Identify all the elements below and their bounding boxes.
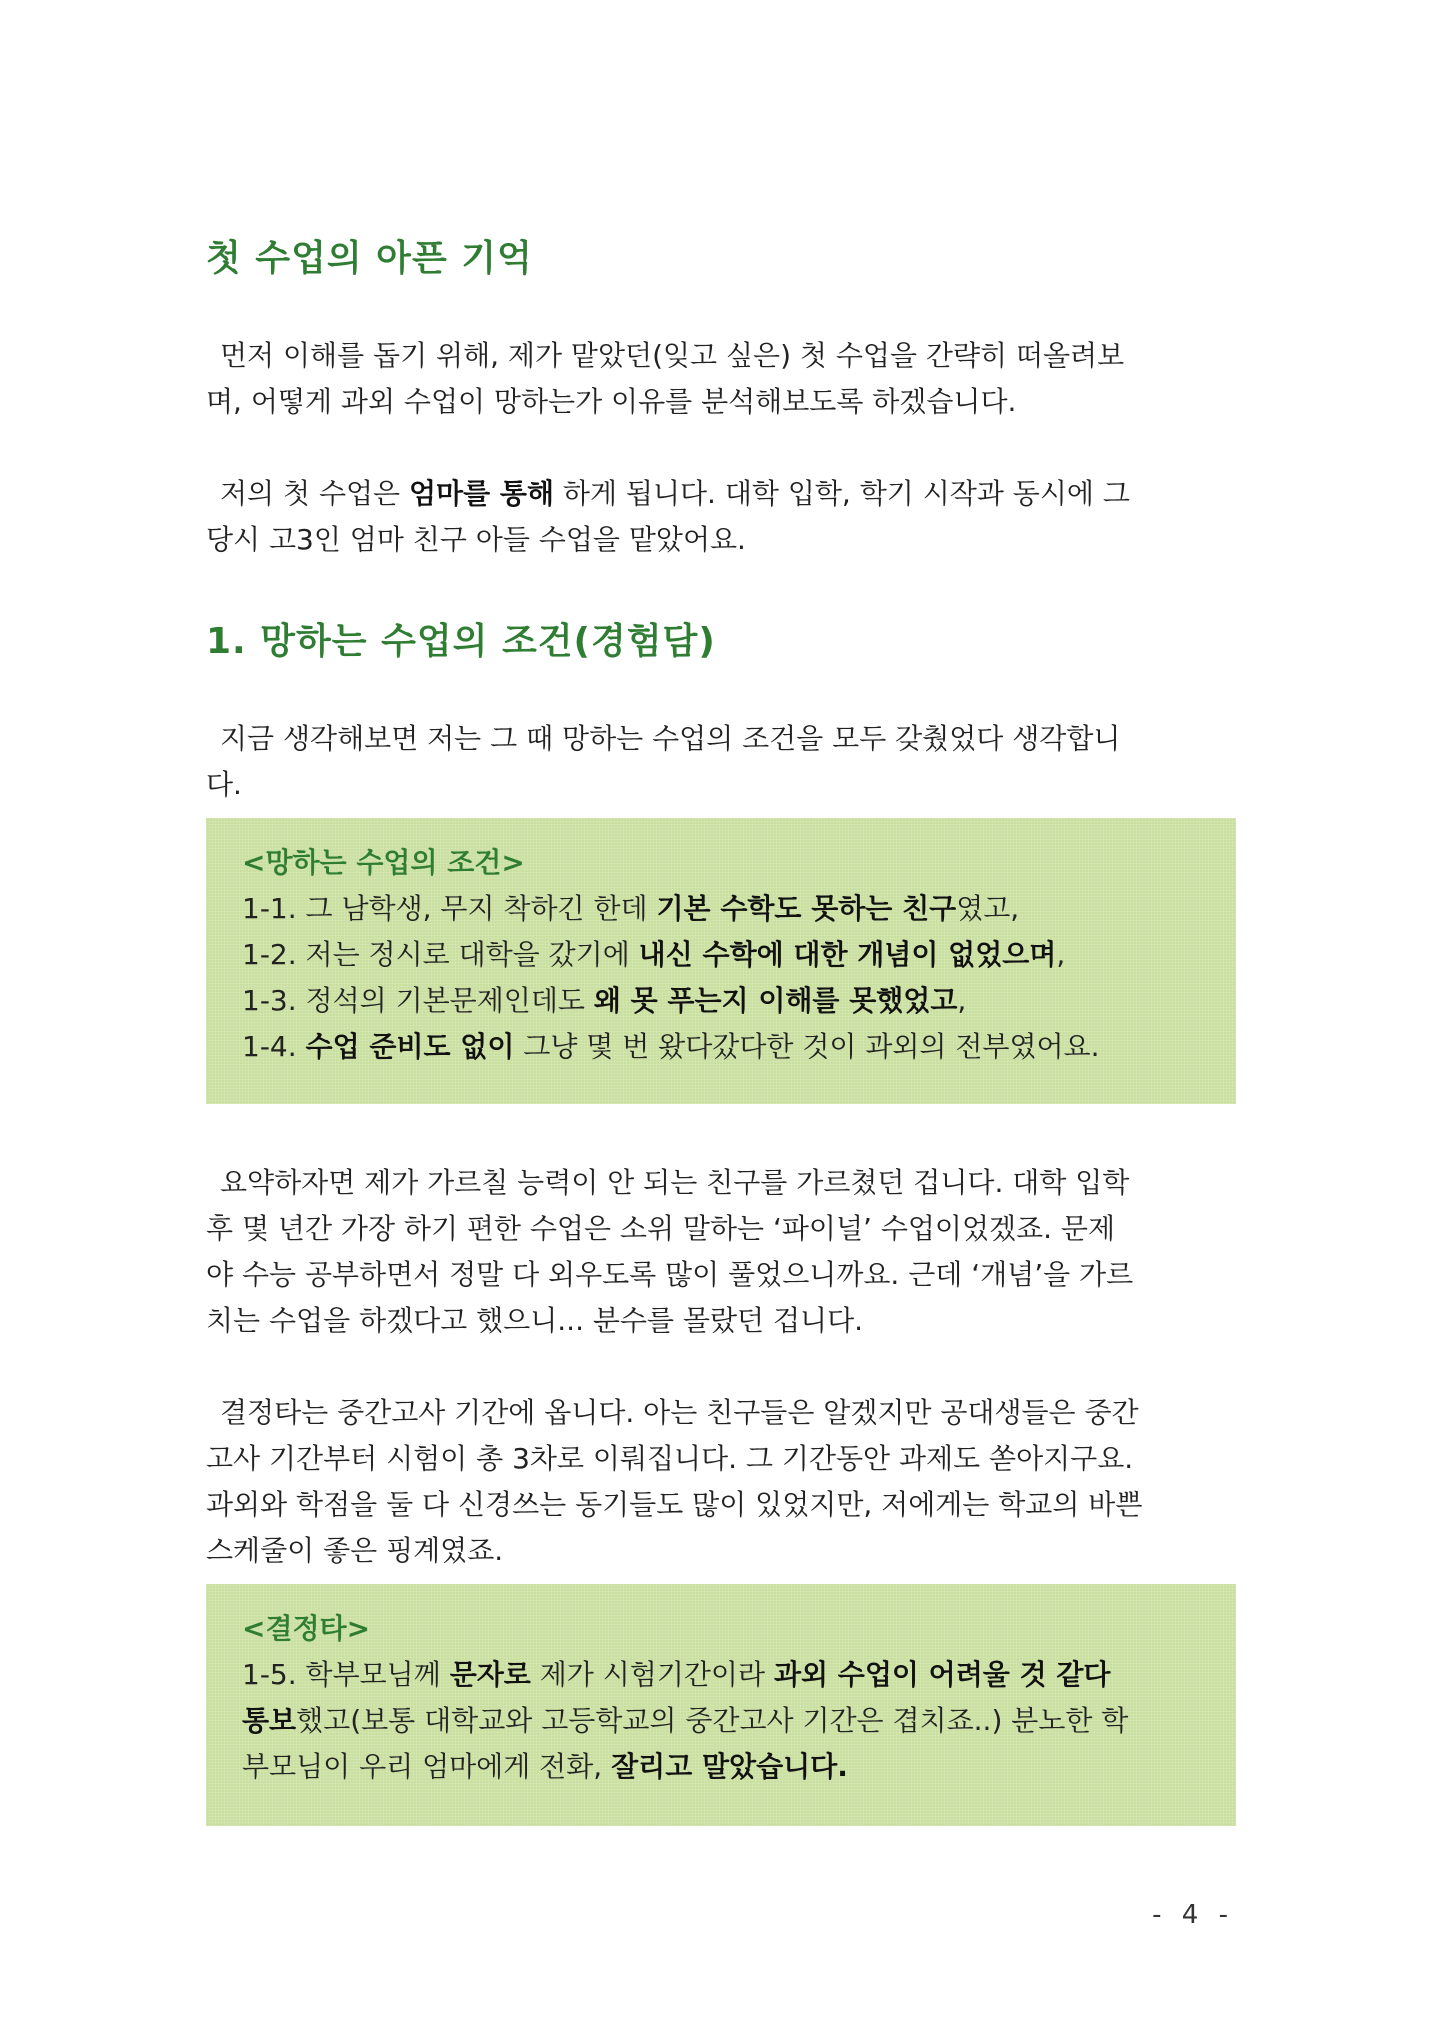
- callout-item: 부모님이 우리 엄마에게 전화, 잘리고 말았습니다.: [242, 1750, 848, 1783]
- paragraph-summary: [206, 1160, 1236, 1344]
- bold-text: 잘리고 말았습니다.: [611, 1750, 848, 1783]
- paragraph-line: 과외와 학점을 둘 다 신경쓰는 동기들도 많이 있었지만, 저에게는 학교의 바쁜: [206, 1488, 1143, 1521]
- callout-item: 1-5. 학부모님께 문자로 제가 시험기간이라 과외 수업이 어려울 것 같다: [242, 1658, 1111, 1691]
- callout-item: 1-2. 저는 정시로 대학을 갔기에 내신 수학에 대한 개념이 없었으며,: [242, 938, 1066, 971]
- paragraph-line: 고사 기간부터 시험이 총 3차로 이뤄집니다. 그 기간동안 과제도 쏟아지구요.: [206, 1442, 1134, 1475]
- paragraph-line: 며, 어떻게 과외 수업이 망하는가 이유를 분석해보도록 하겠습니다.: [206, 385, 1017, 418]
- callout-item: 1-1. 그 남학생, 무지 착하긴 한데 기본 수학도 못하는 친구였고,: [242, 892, 1020, 925]
- bold-text: 엄마를 통해: [409, 477, 554, 510]
- paragraph-line: 후 몇 년간 가장 하기 편한 수업은 소위 말하는 ‘파이널’ 수업이었겠죠. 문제: [206, 1212, 1116, 1245]
- text-run: 하게 됩니다. 대학 입학, 학기 시작과 동시에 그: [554, 477, 1130, 510]
- callout-heading: <결정타>: [242, 1612, 371, 1645]
- paragraph-conditions-intro: [206, 716, 1236, 808]
- bold-text: 내신 수학에 대한 개념이 없었으며: [638, 938, 1057, 971]
- paragraph-line: 치는 수업을 하겠다고 했으니... 분수를 몰랐던 겁니다.: [206, 1304, 864, 1337]
- paragraph-line: 먼저 이해를 돕기 위해, 제가 맡았던(잊고 싶은) 첫 수업을 간략히 떠올려보: [220, 339, 1125, 372]
- paragraph-line: 지금 생각해보면 저는 그 때 망하는 수업의 조건을 모두 갖췄었다 생각합니: [220, 722, 1121, 755]
- bold-text: 왜 못 푸는지 이해를 못했었고: [593, 984, 958, 1017]
- paragraph-line: 결정타는 중간고사 기간에 옵니다. 아는 친구들은 알겠지만 공대생들은 중간: [220, 1396, 1139, 1429]
- text-run: 저의 첫 수업은: [220, 477, 409, 510]
- paragraph-line: 스케줄이 좋은 핑계였죠.: [206, 1534, 504, 1567]
- paragraph-first-lesson: [206, 471, 1236, 563]
- paragraph-decisive-blow: [206, 1390, 1236, 1574]
- bold-text: 과외 수업이 어려울 것 같다: [773, 1658, 1111, 1691]
- paragraph-line: 당시 고3인 엄마 친구 아들 수업을 맡았어요.: [206, 523, 746, 556]
- bold-text: 기본 수학도 못하는 친구: [656, 892, 957, 925]
- bold-text: 수업 준비도 없이: [305, 1030, 515, 1063]
- paragraph-line: 다.: [206, 768, 242, 801]
- paragraph-line: 야 수능 공부하면서 정말 다 외우도록 많이 풀었으니까요. 근데 ‘개념’을 가르: [206, 1258, 1134, 1291]
- callout-item: 1-4. 수업 준비도 없이 그냥 몇 번 왔다갔다한 것이 과외의 전부였어요.: [242, 1030, 1100, 1063]
- bold-text: 문자로: [449, 1658, 531, 1691]
- document-page: [206, 230, 1236, 1826]
- section-title-failing-lesson: 1. 망하는 수업의 조건(경험담): [206, 621, 716, 662]
- callout-box-decisive: [206, 1584, 1236, 1826]
- page-number: - 4 -: [1152, 1900, 1234, 1930]
- callout-item: 통보했고(보통 대학교와 고등학교의 중간고사 기간은 겹치죠..) 분노한 학: [242, 1704, 1129, 1737]
- callout-item: 1-3. 정석의 기본문제인데도 왜 못 푸는지 이해를 못했었고,: [242, 984, 967, 1017]
- paragraph-line: 요약하자면 제가 가르칠 능력이 안 되는 친구를 가르쳤던 겁니다. 대학 입학: [220, 1166, 1130, 1199]
- paragraph-intro: [206, 333, 1236, 425]
- callout-heading: <망하는 수업의 조건>: [242, 846, 525, 879]
- callout-box-conditions: [206, 818, 1236, 1104]
- bold-text: 통보: [242, 1704, 297, 1737]
- paragraph-line: [206, 471, 1236, 517]
- section-title-first-lesson: 첫 수업의 아픈 기억: [206, 238, 533, 279]
